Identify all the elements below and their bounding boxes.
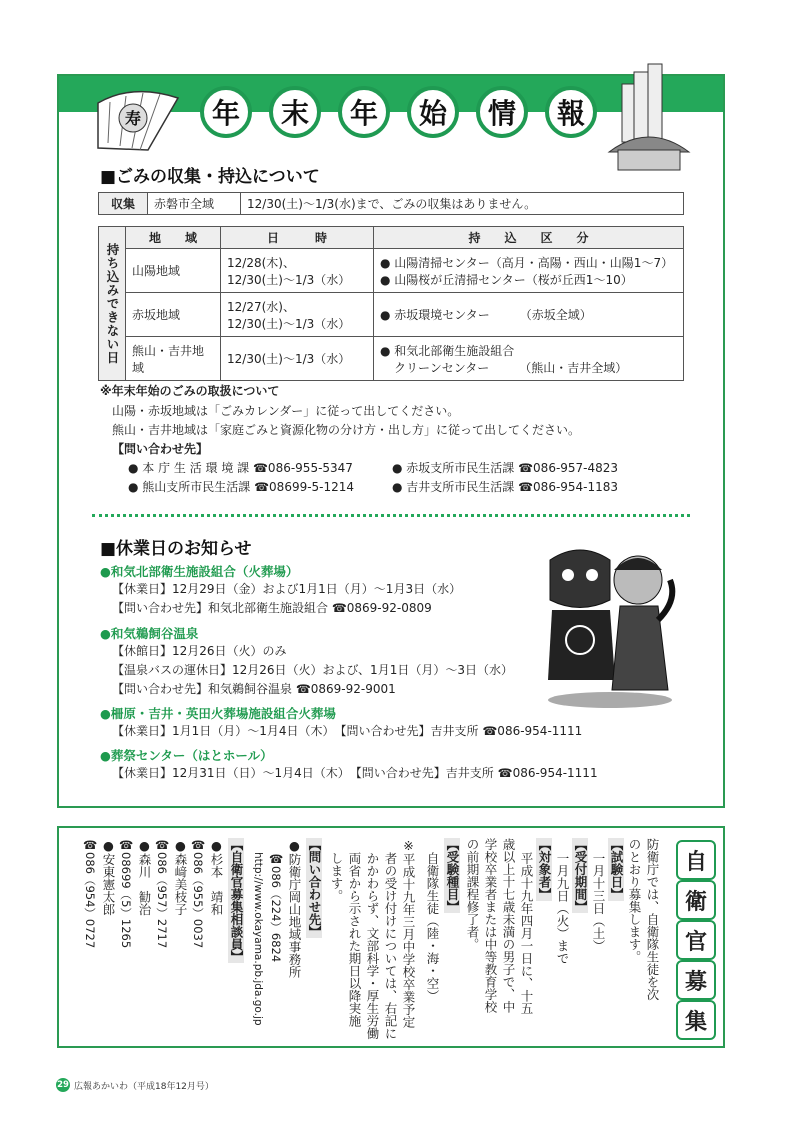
- facility-name: ●和気鵜飼谷温泉: [100, 626, 199, 641]
- row-date: 12/30(土)～1/3（水）: [227, 316, 351, 331]
- recruit-title-char: 集: [676, 1000, 716, 1040]
- recruit-note: 者の受け付けについては、右記に: [383, 852, 398, 1040]
- target-text: の前期課程修了者。: [465, 838, 480, 951]
- title-char: 報: [545, 86, 597, 138]
- note-line: 山陽・赤坂地域は「ごみカレンダー」に従って出してください。: [112, 404, 460, 418]
- recruit-note: ※平成十九年三月中学校卒業予定: [401, 838, 416, 1028]
- row-date: 12/30(土)～1/3（水）: [227, 272, 351, 287]
- recruit-title-char: 官: [676, 920, 716, 960]
- row-area: 熊山・吉井地域: [126, 337, 221, 381]
- recruit-intro: のとおり募集します。: [627, 838, 642, 963]
- note-title: ※年末年始のごみの取扱について: [100, 384, 280, 398]
- collect-text: 12/30(土)～1/3(水)まで、ごみの収集はありません。: [241, 193, 684, 215]
- header-date: 日 時: [221, 227, 374, 249]
- contact-item: ● 吉井支所市民生活課 ☎086-954-1183: [392, 480, 619, 494]
- period-text: 一月九日（火）まで: [555, 852, 570, 965]
- target-text: 歳以上十七歳未満の男子で、中: [501, 838, 516, 1013]
- row-area: 山陽地域: [126, 249, 221, 293]
- row-date: 12/28(木)、: [227, 255, 295, 270]
- type-label: 【受験種目】: [445, 838, 460, 913]
- facility-line: 【休業日】12月31日（日）～1月4日（木） 【問い合わせ先】吉井支所 ☎086-954-1111: [112, 766, 598, 780]
- facility-line: 【温泉バスの運休日】12月26日（火）および、1月1日（月）～3日（水）: [112, 663, 513, 677]
- recruit-intro: 防衛庁では、自衛隊生徒を次: [645, 838, 660, 1001]
- title-char: 年: [200, 86, 252, 138]
- kadomatsu-illustration: [604, 62, 694, 172]
- recruit-note: かかわらず、文部科学・厚生労働: [365, 852, 380, 1040]
- header-place: 持 込 区 分: [374, 227, 684, 249]
- row-place: ● 赤坂環境センター （赤坂全域）: [380, 308, 592, 322]
- staff-name: ●森﨑美枝子: [173, 838, 188, 916]
- facility-line: 【休館日】12月26日（火）のみ: [112, 644, 287, 658]
- facility-line: 【問い合わせ先】和気鵜飼谷温泉 ☎0869-92-9001: [112, 682, 396, 696]
- collect-label: 収集: [99, 193, 148, 215]
- title-char: 情: [476, 86, 528, 138]
- row-date: 12/30(土)～1/3（水）: [227, 352, 351, 366]
- staff-tel: ☎086（957）2717: [155, 838, 169, 949]
- staff-tel: ☎086（954）0727: [83, 838, 97, 949]
- facility-line: 【休業日】12月29日（金）および1月1日（月）～1月3日（水）: [112, 582, 462, 596]
- staff-name: ●杉本 靖和: [209, 838, 224, 916]
- office-tel: ☎086（224）6824: [269, 852, 283, 963]
- contact-item: ● 本 庁 生 活 環 境 課 ☎086-955-5347: [128, 461, 353, 475]
- staff-name: ●森川 勧治: [137, 838, 152, 916]
- facility-name: ●柵原・吉井・英田火葬場施設組合火葬場: [100, 706, 336, 721]
- exam-label: 【試験日】: [609, 838, 624, 901]
- staff-label: 【自衛官募集相談員】: [229, 838, 244, 963]
- header-area: 地 域: [126, 227, 221, 249]
- note-line: 熊山・吉井地域は「家庭ごみと資源化物の分け方・出し方」に従って出してください。: [112, 423, 581, 437]
- period-label: 【受付期間】: [573, 838, 588, 913]
- recruit-contact-label: 【問い合わせ先】: [307, 838, 322, 938]
- recruit-title-char: 衛: [676, 880, 716, 920]
- recruit-note: します。: [329, 852, 344, 902]
- row-date: 12/27(水)、: [227, 299, 295, 314]
- type-text: 自衛隊生徒（陸・海・空）: [425, 852, 440, 1002]
- garbage-heading: ■ごみの収集・持込について: [100, 167, 320, 187]
- title-char: 年: [338, 86, 390, 138]
- staff-tel: ☎086（955）0037: [191, 838, 205, 949]
- divider: [92, 514, 690, 517]
- staff-name: ●安東憲太郎: [101, 838, 116, 916]
- office-url[interactable]: http://www.okayama.pb.jda.go.jp: [252, 852, 264, 1026]
- contact-item: ● 熊山支所市民生活課 ☎08699-5-1214: [128, 480, 355, 494]
- facility-name: ●葬祭センター（はとホール）: [100, 748, 273, 763]
- collect-area: 赤磐市全域: [148, 193, 241, 215]
- office-name: ●防衛庁岡山地域事務所: [287, 838, 302, 978]
- target-label: 【対象者】: [537, 838, 552, 901]
- recruit-title-char: 自: [676, 840, 716, 880]
- page-number: 29: [57, 1080, 69, 1090]
- row-area: 赤坂地域: [126, 293, 221, 337]
- dropoff-table: [98, 226, 684, 381]
- row-place: ● 山陽桜が丘清掃センター（桜が丘西1～10）: [380, 272, 633, 287]
- dropoff-side-label: 持ち込みできない日: [105, 242, 120, 365]
- holiday-heading: ■休業日のお知らせ: [100, 539, 252, 559]
- table-row: [99, 337, 684, 381]
- lion-dance-illustration: [540, 540, 680, 710]
- row-place: ● 山陽清掃センター（高月・高陽・西山・山陽1～7）: [380, 255, 674, 270]
- facility-line: 【休業日】1月1日（月）～1月4日（木） 【問い合わせ先】吉井支所 ☎086-954-1111: [112, 724, 583, 738]
- fan-label: 寿: [124, 109, 142, 128]
- fan-illustration: [88, 88, 188, 158]
- staff-tel: ☎08699（5）1265: [119, 838, 133, 949]
- contact-item: ● 赤坂支所市民生活課 ☎086-957-4823: [392, 461, 619, 475]
- footer-text: 広報あかいわ（平成18年12月号）: [74, 1082, 214, 1092]
- target-text: 平成十九年四月一日に、十五: [519, 852, 534, 1015]
- table-row: [99, 293, 684, 337]
- facility-line: 【問い合わせ先】和気北部衛生施設組合 ☎0869-92-0809: [112, 601, 432, 615]
- recruit-title-char: 募: [676, 960, 716, 1000]
- contact-label: 【問い合わせ先】: [112, 442, 209, 456]
- title-char: 末: [269, 86, 321, 138]
- recruit-note: 両省から示された期日以降実施: [347, 852, 362, 1027]
- target-text: 学校卒業者または中等教育学校: [483, 838, 498, 1013]
- facility-name: ●和気北部衛生施設組合（火葬場）: [100, 564, 299, 579]
- row-place: ● 和気北部衛生施設組合: [380, 343, 515, 358]
- title-char: 始: [407, 86, 459, 138]
- exam-date: 一月十三日（土）: [591, 852, 606, 952]
- row-place: クリーンセンター （熊山・吉井全域）: [394, 360, 628, 375]
- table-row: [99, 249, 684, 293]
- collection-table: [98, 192, 684, 215]
